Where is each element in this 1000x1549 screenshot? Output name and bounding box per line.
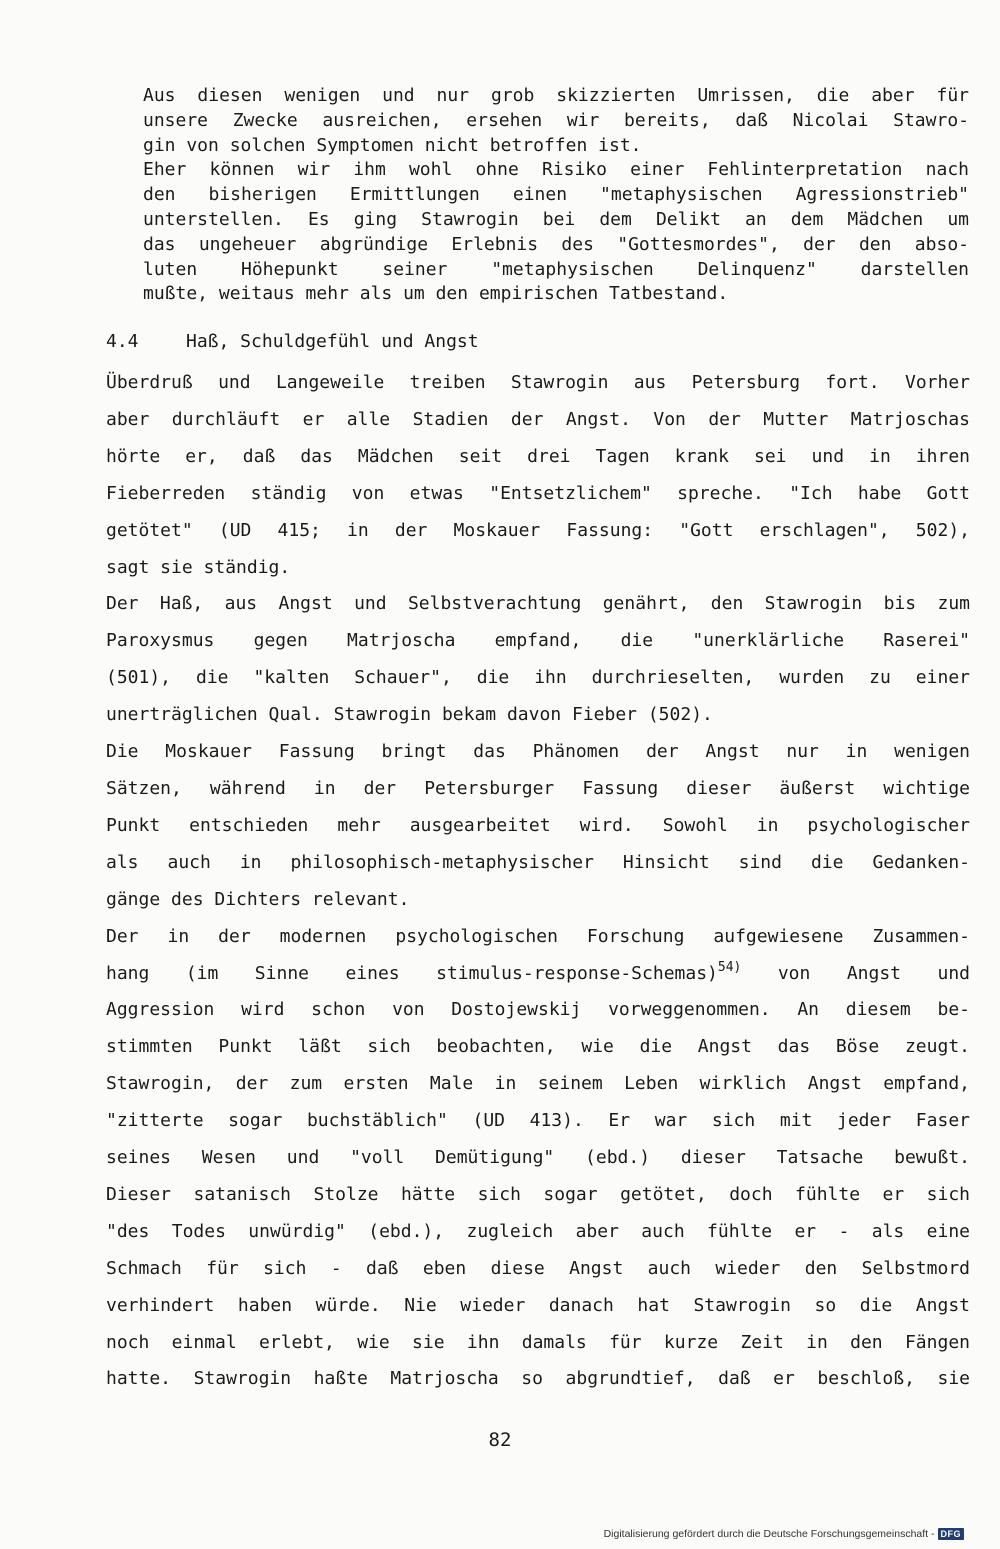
text-line: (501), die "kalten Schauer", die ihn durchrieselten, wurden zu einer [106, 667, 970, 689]
text-line: aber durchläuft er alle Stadien der Angst. Von der Mutter Matrjoschas [106, 408, 970, 430]
body-text [106, 365, 970, 1398]
text-segment: von Angst und [741, 962, 971, 984]
dfg-logo-icon: DFG [938, 1528, 965, 1540]
text-line: Fieberreden ständig von etwas "Entsetzlichem" spreche. "Ich habe Gott [106, 482, 970, 504]
text-line: Eher können wir ihm wohl ohne Risiko einer Fehlinterpretation nach [143, 159, 969, 181]
text-line: den bisherigen Ermittlungen einen "metaphysischen Agressionstrieb" [143, 184, 969, 206]
text-line: "des Todes unwürdig" (ebd.), zugleich aber auch fühlte er - als eine [106, 1220, 970, 1242]
text-line: gin von solchen Symptomen nicht betroffen ist. [143, 134, 642, 156]
text-line: getötet" (UD 415; in der Moskauer Fassung: "Gott erschlagen", 502), [106, 519, 970, 541]
text-line: Aus diesen wenigen und nur grob skizzierten Umrissen, die aber für [143, 85, 969, 106]
indented-paragraph [143, 84, 969, 307]
text-line: gänge des Dichters relevant. [106, 888, 410, 910]
text-line: noch einmal erlebt, wie sie ihn damals für kurze Zeit in den Fängen [106, 1331, 970, 1353]
section-heading [106, 330, 479, 354]
page-number: 82 [488, 1429, 512, 1451]
text-line: verhindert haben würde. Nie wieder danach hat Stawrogin so die Angst [106, 1294, 970, 1316]
section-title: Haß, Schuldgefühl und Angst [186, 331, 479, 352]
text-line: mußte, weitaus mehr als um den empirischen Tatbestand. [143, 283, 729, 305]
text-line-with-footnote [106, 956, 970, 993]
text-line: hatte. Stawrogin haßte Matrjoscha so abgrundtief, daß er beschloß, sie [106, 1368, 970, 1390]
text-line: "zitterte sogar buchstäblich" (UD 413). Er war sich mit jeder Faser [106, 1110, 970, 1132]
text-line: das ungeheuer abgründige Erlebnis des "Gottesmordes", der den abso- [143, 233, 969, 255]
text-line: seines Wesen und "voll Demütigung" (ebd.) dieser Tatsache bewußt. [106, 1147, 970, 1169]
text-line: Aggression wird schon von Dostojewskij vorweggenommen. An diesem be- [106, 999, 970, 1021]
text-line: Der in der modernen psychologischen Forschung aufgewiesene Zusammen- [106, 925, 970, 947]
text-line: unterstellen. Es ging Stawrogin bei dem Delikt an dem Mädchen um [143, 208, 969, 230]
text-line: Paroxysmus gegen Matrjoscha empfand, die "unerklärliche Raserei" [106, 630, 970, 652]
footnote-ref: 54) [717, 959, 742, 975]
text-line: Schmach für sich - daß eben diese Angst auch wieder den Selbstmord [106, 1257, 970, 1279]
text-line: Überdruß und Langeweile treiben Stawrogin aus Petersburg fort. Vorher [106, 372, 970, 393]
text-line: luten Höhepunkt seiner "metaphysischen Delinquenz" darstellen [143, 258, 969, 280]
text-line: stimmten Punkt läßt sich beobachten, wie die Angst das Böse zeugt. [106, 1036, 970, 1058]
text-line: Sätzen, während in der Petersburger Fassung dieser äußerst wichtige [106, 777, 970, 799]
text-line: unerträglichen Qual. Stawrogin bekam davon Fieber (502). [106, 704, 713, 726]
digitization-credit [604, 1527, 964, 1541]
text-line: unsere Zwecke ausreichen, ersehen wir bereits, daß Nicolai Stawro- [143, 109, 969, 131]
section-number: 4.4 [106, 331, 139, 352]
text-line: sagt sie ständig. [106, 556, 291, 578]
text-line: als auch in philosophisch-metaphysischer Hinsicht sind die Gedanken- [106, 851, 970, 873]
text-segment: hang (im Sinne eines stimulus-response-Schemas) [106, 962, 718, 984]
text-line: Die Moskauer Fassung bringt das Phänomen der Angst nur in wenigen [106, 741, 970, 763]
text-line: Punkt entschieden mehr ausgearbeitet wird. Sowohl in psychologischer [106, 814, 970, 836]
credit-text: Digitalisierung gefördert durch die Deutsche Forschungsgemeinschaft - [603, 1528, 935, 1540]
text-line: hörte er, daß das Mädchen seit drei Tagen krank sei und in ihren [106, 445, 970, 467]
text-line: Dieser satanisch Stolze hätte sich sogar getötet, doch fühlte er sich [106, 1183, 970, 1205]
text-line: Der Haß, aus Angst und Selbstverachtung genährt, den Stawrogin bis zum [106, 593, 970, 615]
text-line: Stawrogin, der zum ersten Male in seinem Leben wirklich Angst empfand, [106, 1073, 970, 1095]
